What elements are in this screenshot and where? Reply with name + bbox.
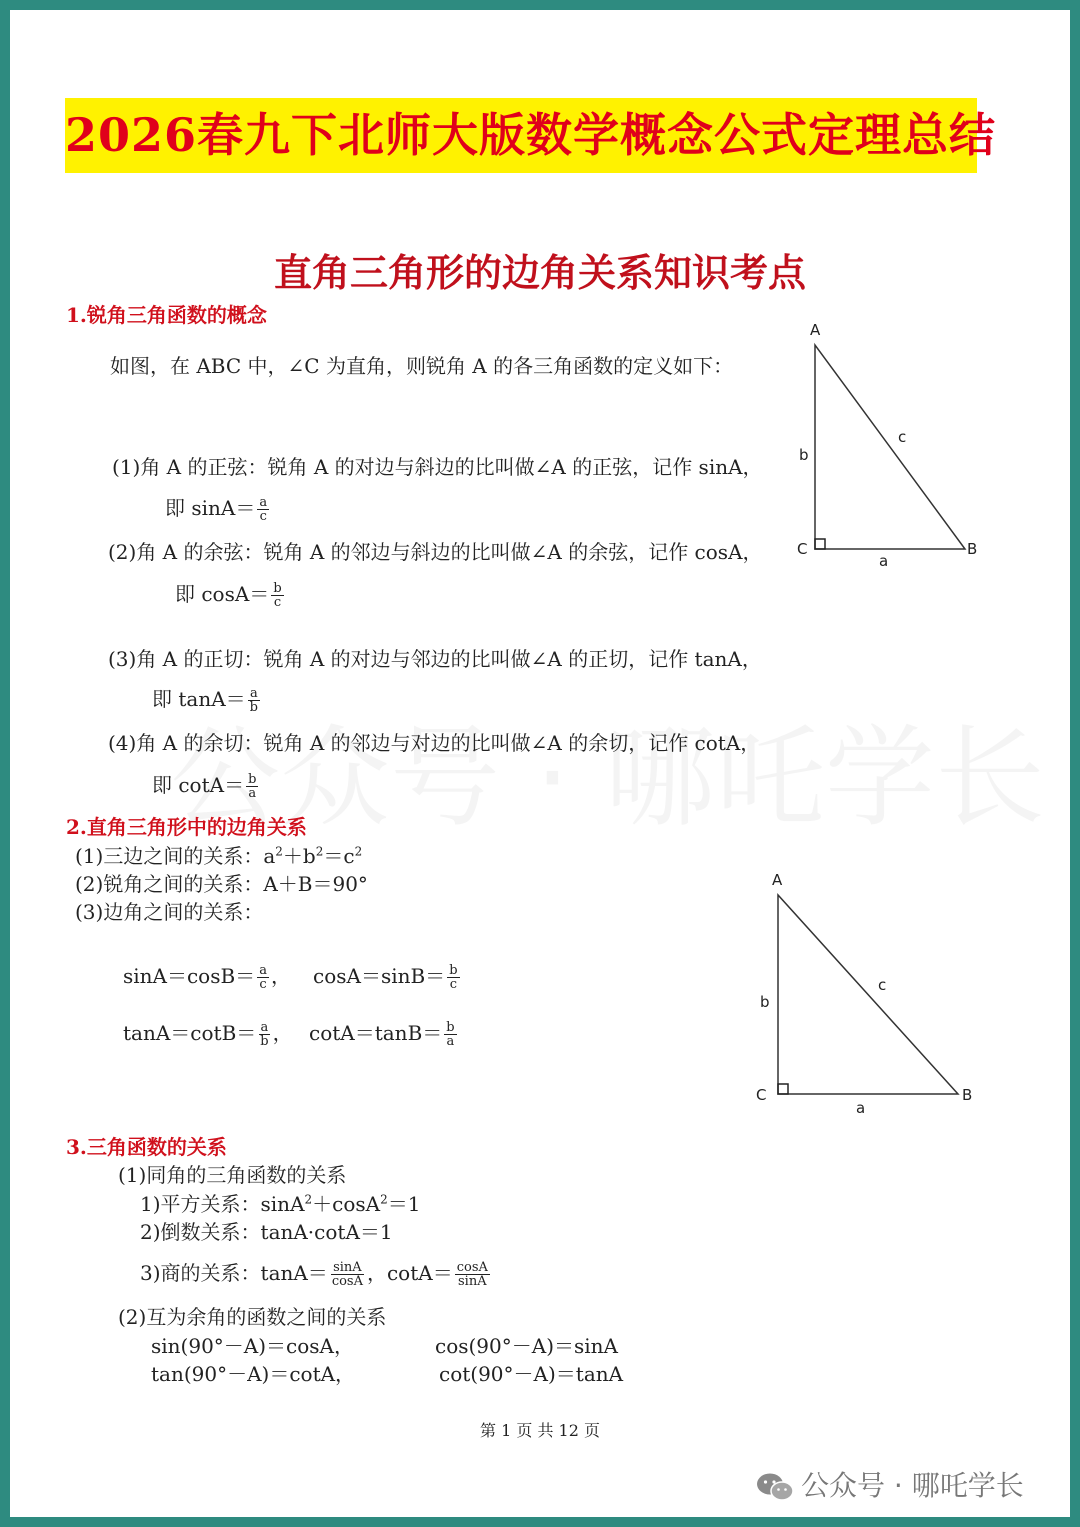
sine-definition: (1)角 A 的正弦：锐角 A 的对边与斜边的比叫做∠A 的正弦，记作 sinA，	[112, 455, 763, 479]
vertex-a-label: A	[810, 321, 821, 339]
cosine-fraction	[271, 582, 283, 609]
formula-cos-sin	[313, 960, 462, 991]
formula-text: cosA＝sinB＝	[313, 964, 446, 988]
document-page	[10, 10, 1070, 1517]
vertex-c-label: C	[797, 540, 808, 558]
cotangent-formula-prefix: 即 cotA＝	[152, 773, 245, 797]
fraction-denominator: c	[259, 509, 267, 524]
fraction-numerator: a	[259, 963, 267, 978]
fraction-numerator: a	[260, 1020, 269, 1035]
right-angle-marker	[778, 1084, 788, 1094]
tangent-definition: (3)角 A 的正切：锐角 A 的对边与邻边的比叫做∠A 的正切，记作 tanA，	[108, 647, 762, 671]
footer-brand-text: 公众号 · 哪吒学长	[801, 1469, 1024, 1502]
exponent: 2	[315, 844, 324, 859]
vertex-b-label: B	[967, 540, 978, 558]
exponent: 2	[304, 1192, 313, 1207]
triangle-shape	[815, 345, 965, 549]
formula-text: cotA＝tanB＝	[309, 1021, 443, 1045]
side-c-label: c	[878, 976, 887, 994]
side-c-label: c	[898, 428, 907, 446]
triangle-diagram-2	[750, 870, 973, 1120]
sine-formula	[165, 492, 271, 523]
relation-text: ＋b	[282, 844, 316, 868]
fraction-numerator: b	[273, 581, 282, 596]
complementary-sin: sin(90°－A)＝cosA，	[151, 1334, 354, 1358]
fraction-numerator: sinA	[333, 1260, 362, 1275]
cotangent-formula	[152, 769, 260, 800]
cotangent-fraction	[246, 773, 258, 800]
side-angle-relation: (3)边角之间的关系：	[75, 900, 264, 924]
fraction	[258, 1021, 270, 1048]
fraction	[444, 1021, 456, 1048]
section-1-heading: 1.锐角三角函数的概念	[66, 303, 267, 327]
fraction-numerator: b	[446, 1020, 455, 1035]
relation-text: (1)三边之间的关系：a	[75, 844, 276, 868]
formula-sin-cos	[123, 960, 291, 991]
complementary-heading: (2)互为余角的函数之间的关系	[118, 1305, 387, 1329]
tangent-formula-prefix: 即 tanA＝	[152, 687, 246, 711]
formula-text: sinA＝cosB＝	[123, 964, 256, 988]
same-angle-heading: (1)同角的三角函数的关系	[118, 1163, 347, 1187]
fraction-denominator: sinA	[458, 1274, 487, 1289]
side-a-label: a	[856, 1099, 866, 1117]
right-angle-marker	[815, 539, 825, 549]
relation-text: 1)平方关系：sinA	[140, 1192, 305, 1216]
tangent-fraction	[248, 687, 260, 714]
fraction	[455, 1261, 490, 1288]
vertex-c-label: C	[756, 1086, 767, 1104]
fraction-denominator: a	[446, 1034, 455, 1049]
square-relation	[140, 1188, 420, 1217]
cosine-formula	[175, 578, 286, 609]
relation-text: ＋cosA	[312, 1192, 381, 1216]
fraction-denominator: c	[259, 977, 267, 992]
cosine-definition: (2)角 A 的余弦：锐角 A 的邻边与斜边的比叫做∠A 的余弦，记作 cosA，	[108, 540, 763, 564]
page-number: 第 1 页 共 12 页	[480, 1421, 600, 1440]
reciprocal-relation: 2)倒数关系：tanA·cotA＝1	[140, 1220, 393, 1244]
formula-text: tanA＝cotB＝	[123, 1021, 257, 1045]
fraction-numerator: a	[259, 495, 268, 510]
fraction-numerator: b	[449, 963, 458, 978]
three-sides-relation	[75, 840, 362, 869]
complementary-tan: tan(90°－A)＝cotA，	[151, 1362, 356, 1386]
vertex-b-label: B	[962, 1086, 973, 1104]
fraction-numerator: cosA	[456, 1260, 488, 1275]
sine-fraction	[257, 496, 269, 523]
section-3-heading: 3.三角函数的关系	[66, 1135, 227, 1159]
fraction-denominator: b	[249, 700, 258, 715]
subtitle: 直角三角形的边角关系知识考点	[273, 250, 806, 295]
fraction-denominator: c	[449, 977, 457, 992]
fraction-numerator: a	[249, 686, 258, 701]
complementary-cot: cot(90°－A)＝tanA	[439, 1362, 624, 1386]
side-a-label: a	[879, 552, 889, 570]
fraction-denominator: a	[248, 786, 257, 801]
fraction-numerator: b	[248, 772, 257, 787]
vertex-a-label: A	[772, 871, 783, 889]
exponent: 2	[380, 1192, 388, 1207]
relation-text: ＝1	[387, 1192, 421, 1216]
triangle-diagram-1	[790, 320, 990, 570]
side-b-label: b	[760, 993, 770, 1011]
exponent: 2	[354, 844, 363, 859]
relation-text: 3)商的关系：tanA＝	[140, 1261, 328, 1285]
cosine-formula-prefix: 即 cosA＝	[175, 582, 270, 606]
formula-text: ，	[270, 964, 291, 988]
relation-text: ，cotA＝	[366, 1261, 453, 1285]
exponent: 2	[275, 844, 283, 859]
triangle-shape	[778, 895, 958, 1094]
wechat-icon	[755, 1471, 795, 1503]
formula-cot-tan	[309, 1017, 459, 1048]
relation-text: ＝c	[323, 844, 355, 868]
tangent-formula	[152, 683, 262, 714]
fraction-denominator: cosA	[331, 1274, 363, 1289]
fraction-denominator: c	[273, 595, 282, 610]
fraction-denominator: b	[260, 1034, 269, 1049]
section-2-heading: 2.直角三角形中的边角关系	[66, 815, 307, 839]
fraction	[330, 1261, 365, 1288]
formula-tan-cot	[123, 1017, 293, 1048]
fraction	[447, 964, 459, 991]
side-b-label: b	[799, 446, 809, 464]
cotangent-definition: (4)角 A 的余切：锐角 A 的邻边与对边的比叫做∠A 的余切，记作 cotA，	[108, 731, 761, 755]
section-1-intro: 如图，在 ABC 中，∠C 为直角，则锐角 A 的各三角函数的定义如下：	[110, 354, 734, 378]
complementary-cos: cos(90°－A)＝sinA	[435, 1334, 618, 1358]
fraction	[257, 964, 269, 991]
quotient-relation	[140, 1257, 492, 1288]
sine-formula-prefix: 即 sinA＝	[165, 496, 256, 520]
acute-angles-relation: (2)锐角之间的关系：A＋B＝90°	[75, 872, 368, 896]
main-title: 2026春九下北师大版数学概念公式定理总结	[65, 98, 977, 173]
formula-text: ，	[272, 1021, 293, 1045]
footer-brand	[755, 1464, 1024, 1504]
